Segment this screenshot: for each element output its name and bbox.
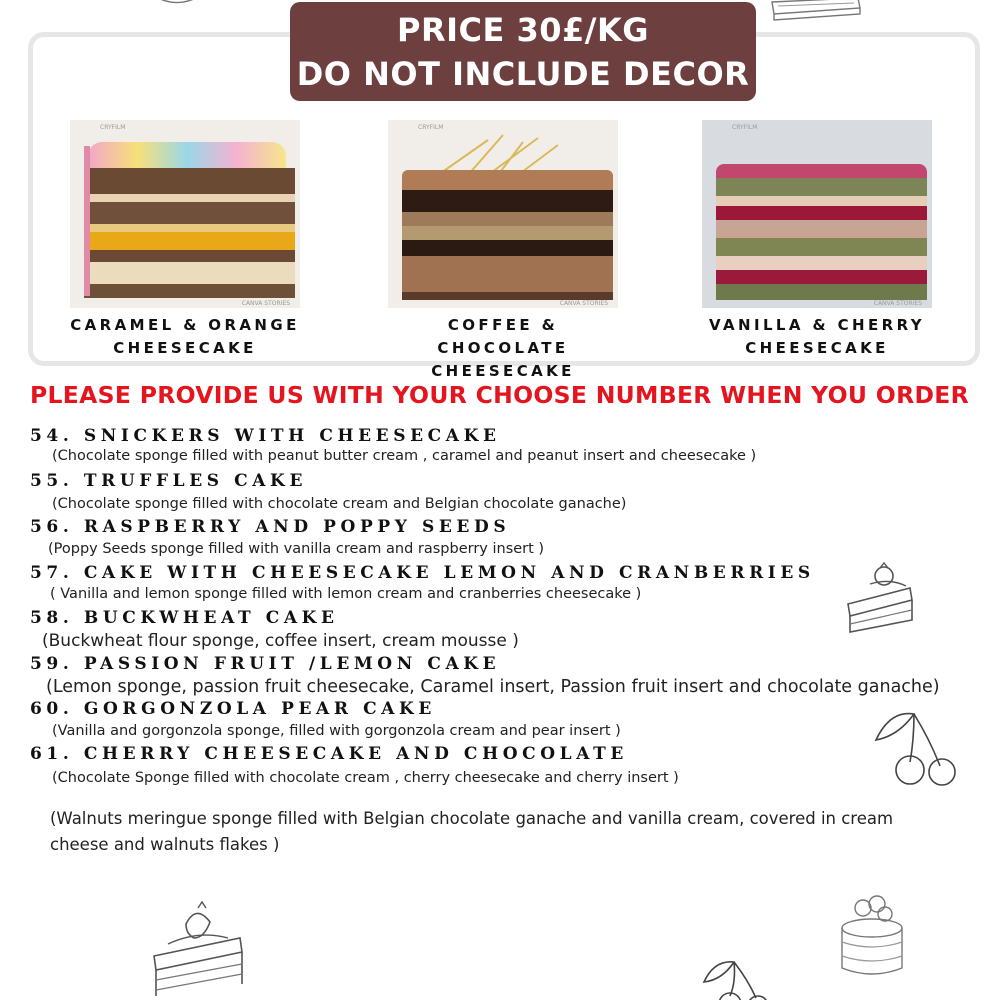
cake-name: CARAMEL & ORANGE CHEESECAKE — [70, 316, 300, 357]
menu-item-description: (Lemon sponge, passion fruit cheesecake, Caramel insert, Passion fruit insert and chocolate ganache) — [46, 677, 940, 697]
menu-item-description: (Chocolate sponge filled with peanut butter cream , caramel and peanut insert and cheesecake ) — [52, 448, 757, 464]
cake-photo: CRYFILM CANVA STORIES — [702, 120, 932, 308]
menu-item-title: 58. BUCKWHEAT CAKE — [30, 608, 339, 628]
cake-photo: CRYFILM CANVA STORIES — [388, 120, 618, 308]
decor-note: DO NOT INCLUDE DECOR — [296, 54, 750, 93]
cake-name: COFFEE & CHOCOLATE CHEESECAKE — [431, 316, 575, 380]
menu-item-title: 61. CHERRY CHEESECAKE AND CHOCOLATE — [30, 744, 628, 764]
price-banner — [290, 2, 756, 101]
extra-description: (Walnuts meringue sponge filled with Belgian chocolate ganache and vanilla cream, covered in cream cheese and walnuts flakes ) — [50, 809, 894, 854]
cake-photo: CRYFILM CANVA STORIES — [70, 120, 300, 308]
cake-name: VANILLA & CHERRY CHEESECAKE — [709, 316, 925, 357]
menu-item-description: (Buckwheat flour sponge, coffee insert, cream mousse ) — [42, 631, 519, 651]
order-notice: PLEASE PROVIDE US WITH YOUR CHOOSE NUMBER WHEN YOU ORDER — [30, 381, 970, 409]
menu-item-title: 60. GORGONZOLA PEAR CAKE — [30, 699, 436, 719]
menu-item-title: 59. PASSION FRUIT /LEMON CAKE — [30, 654, 501, 674]
berry-cake-icon — [835, 890, 910, 980]
cake-slice-sketch-icon — [768, 0, 864, 24]
cake-card-vanilla-cherry — [702, 120, 932, 360]
cake-slice-icon — [840, 560, 920, 640]
menu-item-title: 54. SNICKERS WITH CHEESECAKE — [30, 426, 501, 446]
cherries-icon — [870, 700, 965, 790]
cake-card-caramel-orange — [70, 120, 300, 360]
cake-plate-sketch-icon — [150, 0, 200, 8]
menu-item-description: (Chocolate sponge filled with chocolate cream and Belgian chocolate ganache) — [52, 496, 627, 512]
menu-item-description: (Poppy Seeds sponge filled with vanilla cream and raspberry insert ) — [48, 541, 545, 557]
cake-card-coffee-chocolate — [388, 120, 618, 383]
cherries-bottom-icon — [700, 952, 780, 1000]
menu-item-description: (Chocolate Sponge filled with chocolate cream , cherry cheesecake and cherry insert ) — [52, 770, 679, 786]
menu-item-title: 57. CAKE WITH CHEESECAKE LEMON AND CRANBERRIES — [30, 563, 815, 583]
price-text: PRICE 30£/KG — [396, 10, 650, 49]
menu-item-description: ( Vanilla and lemon sponge filled with lemon cream and cranberries cheesecake ) — [50, 586, 642, 602]
menu-item-description: (Vanilla and gorgonzola sponge, filled with gorgonzola cream and pear insert ) — [52, 723, 621, 739]
strawberry-cake-slice-icon — [148, 900, 248, 1000]
menu-item-title: 55. TRUFFLES CAKE — [30, 471, 307, 491]
menu-item-title: 56. RASPBERRY AND POPPY SEEDS — [30, 517, 511, 537]
